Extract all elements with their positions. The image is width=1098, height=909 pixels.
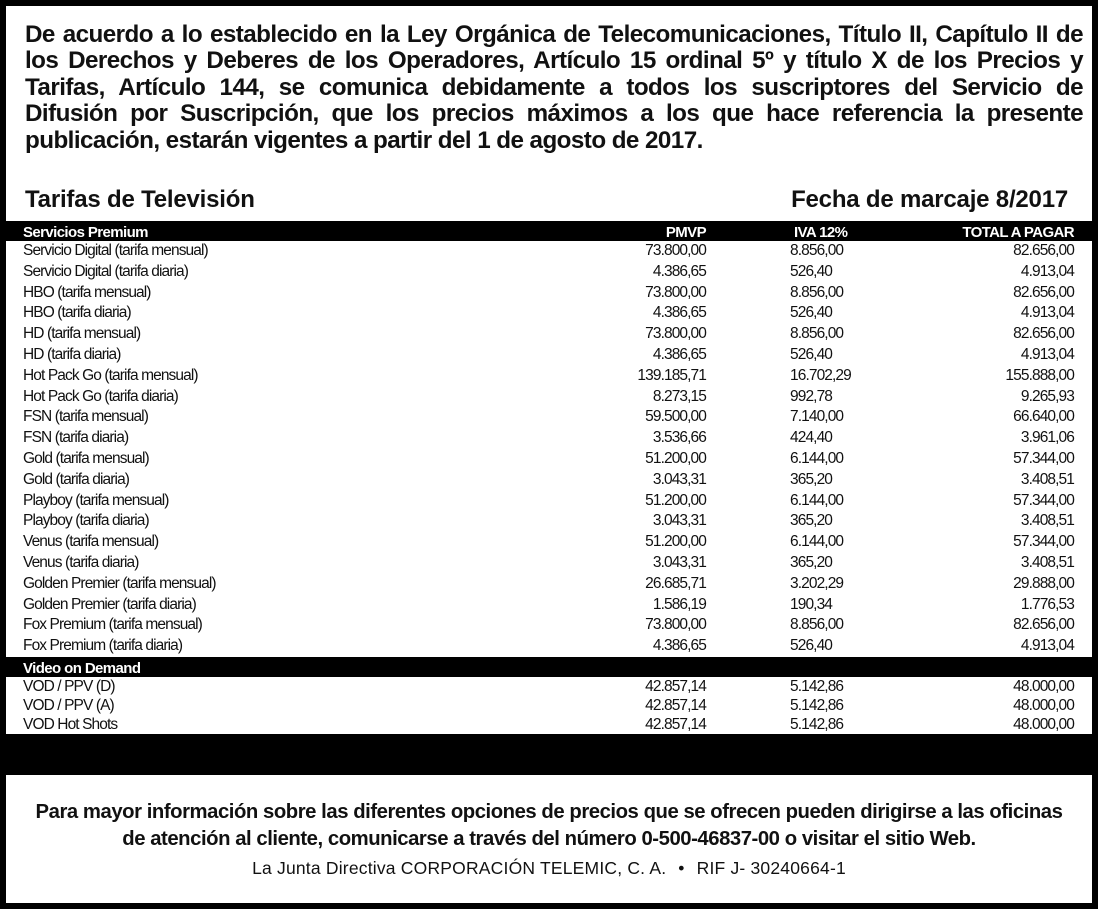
service-name-cell: VOD Hot Shots xyxy=(23,715,118,733)
pmvp-cell: 3.536,66 xyxy=(652,429,706,447)
pmvp-cell: 59.500,00 xyxy=(645,408,706,426)
service-name-cell: VOD / PPV (D) xyxy=(23,677,115,695)
pmvp-cell: 73.800,00 xyxy=(645,325,706,343)
footer-panel xyxy=(6,775,1092,903)
pmvp-cell: 73.800,00 xyxy=(645,616,706,634)
service-name-cell: HD (tarifa diaria) xyxy=(23,345,121,363)
service-name-cell: Hot Pack Go (tarifa diaria) xyxy=(23,387,178,405)
total-cell: 57.344,00 xyxy=(1013,491,1074,509)
total-cell: 48.000,00 xyxy=(1013,677,1074,695)
premium-table-row xyxy=(6,241,1092,262)
header-total: TOTAL A PAGAR xyxy=(962,224,1074,241)
premium-table-row xyxy=(6,636,1092,657)
intro-paragraph: De acuerdo a lo establecido en la Ley Orgánica de Telecomunicaciones, Título II, Capítulo II de los Derechos y Deberes de los Operadores, Artículo 15 ordinal 5º y título X de los Precios y Tarifas, Artículo 144, se comunica debidamente a todos los suscriptores del Servicio de Difusión por Suscripción, que los precios máximos a los que hace referencia la presente publicación, estarán vigentes a partir del 1 de agosto de 2017. xyxy=(25,21,1083,154)
premium-table-row xyxy=(6,491,1092,512)
total-cell: 66.640,00 xyxy=(1013,408,1074,426)
vod-header-label: Video on Demand xyxy=(23,659,141,677)
premium-table-row xyxy=(6,615,1092,636)
premium-table-row xyxy=(6,283,1092,304)
total-cell: 82.656,00 xyxy=(1013,325,1074,343)
premium-table-row xyxy=(6,595,1092,616)
header-iva: IVA 12% xyxy=(794,224,848,241)
service-name-cell: Servicio Digital (tarifa diaria) xyxy=(23,262,189,280)
total-cell: 3.408,51 xyxy=(1020,553,1074,571)
iva-cell: 7.140,00 xyxy=(790,408,844,426)
premium-table-row xyxy=(6,470,1092,491)
service-name-cell: FSN (tarifa diaria) xyxy=(23,429,129,447)
iva-cell: 526,40 xyxy=(790,262,833,280)
pmvp-cell: 42.857,14 xyxy=(645,696,706,714)
total-cell: 4.913,04 xyxy=(1020,345,1074,363)
signature-line xyxy=(6,857,1092,879)
service-name-cell: VOD / PPV (A) xyxy=(23,696,114,714)
service-name-cell: Servicio Digital (tarifa mensual) xyxy=(23,242,208,259)
iva-cell: 3.202,29 xyxy=(790,574,844,592)
iva-cell: 5.142,86 xyxy=(790,696,844,714)
premium-table-row xyxy=(6,449,1092,470)
iva-cell: 424,40 xyxy=(790,429,833,447)
premium-table-row xyxy=(6,511,1092,532)
pmvp-cell: 1.586,19 xyxy=(652,595,706,613)
vod-header-row xyxy=(6,657,1092,677)
rif-number: RIF J- 30240664-1 xyxy=(696,858,846,878)
vod-table-row xyxy=(6,677,1092,696)
premium-table-row xyxy=(6,366,1092,387)
iva-cell: 992,78 xyxy=(790,387,833,405)
vod-table-row xyxy=(6,696,1092,715)
pmvp-cell: 73.800,00 xyxy=(645,283,706,301)
service-name-cell: Fox Premium (tarifa mensual) xyxy=(23,616,202,634)
iva-cell: 8.856,00 xyxy=(790,242,844,259)
iva-cell: 6.144,00 xyxy=(790,491,844,509)
pmvp-cell: 4.386,65 xyxy=(652,262,706,280)
pmvp-cell: 8.273,15 xyxy=(652,387,706,405)
section-title: Tarifas de Televisión xyxy=(25,186,255,213)
premium-table-row xyxy=(6,428,1092,449)
service-name-cell: Gold (tarifa mensual) xyxy=(23,449,149,467)
tariff-table xyxy=(6,221,1092,734)
total-cell: 57.344,00 xyxy=(1013,449,1074,467)
iva-cell: 526,40 xyxy=(790,637,833,655)
pmvp-cell: 51.200,00 xyxy=(645,449,706,467)
header-service: Servicios Premium xyxy=(23,224,148,241)
total-cell: 4.913,04 xyxy=(1020,304,1074,322)
iva-cell: 6.144,00 xyxy=(790,449,844,467)
service-name-cell: HBO (tarifa diaria) xyxy=(23,304,131,322)
iva-cell: 5.142,86 xyxy=(790,715,844,733)
premium-table-row xyxy=(6,532,1092,553)
premium-table-row xyxy=(6,407,1092,428)
pmvp-cell: 51.200,00 xyxy=(645,533,706,551)
vod-table-row xyxy=(6,715,1092,734)
footer-info-text: Para mayor información sobre las diferentes opciones de precios que se ofrecen pueden dirigirse a las oficinas de atención al cliente, comunicarse a través del número 0-500-46837-00 o visitar el sitio Web. xyxy=(35,801,1063,850)
total-cell: 29.888,00 xyxy=(1013,574,1074,592)
total-cell: 57.344,00 xyxy=(1013,533,1074,551)
bullet-separator: • xyxy=(678,858,685,878)
pmvp-cell: 3.043,31 xyxy=(652,512,706,530)
pmvp-cell: 3.043,31 xyxy=(652,470,706,488)
total-cell: 4.913,04 xyxy=(1020,262,1074,280)
iva-cell: 526,40 xyxy=(790,345,833,363)
premium-table-row xyxy=(6,574,1092,595)
total-cell: 3.961,06 xyxy=(1020,429,1074,447)
total-cell: 82.656,00 xyxy=(1013,283,1074,301)
service-name-cell: HD (tarifa mensual) xyxy=(23,325,141,343)
iva-cell: 365,20 xyxy=(790,470,833,488)
service-name-cell: Playboy (tarifa mensual) xyxy=(23,491,169,509)
iva-cell: 526,40 xyxy=(790,304,833,322)
total-cell: 82.656,00 xyxy=(1013,616,1074,634)
pmvp-cell: 42.857,14 xyxy=(645,715,706,733)
iva-cell: 8.856,00 xyxy=(790,325,844,343)
total-cell: 48.000,00 xyxy=(1013,696,1074,714)
pmvp-cell: 51.200,00 xyxy=(645,491,706,509)
total-cell: 9.265,93 xyxy=(1020,387,1074,405)
premium-table-row xyxy=(6,324,1092,345)
service-name-cell: HBO (tarifa mensual) xyxy=(23,283,151,301)
iva-cell: 8.856,00 xyxy=(790,283,844,301)
iva-cell: 365,20 xyxy=(790,512,833,530)
service-name-cell: Golden Premier (tarifa mensual) xyxy=(23,574,216,592)
service-name-cell: Venus (tarifa mensual) xyxy=(23,533,159,551)
table-header-row xyxy=(6,221,1092,241)
header-pmvp: PMVP xyxy=(665,224,706,241)
service-name-cell: Hot Pack Go (tarifa mensual) xyxy=(23,366,198,384)
pmvp-cell: 3.043,31 xyxy=(652,553,706,571)
pmvp-cell: 42.857,14 xyxy=(645,677,706,695)
premium-rows xyxy=(6,241,1092,657)
premium-table-row xyxy=(6,387,1092,408)
board-name: La Junta Directiva CORPORACIÓN TELEMIC, C. A. xyxy=(252,858,667,878)
total-cell: 3.408,51 xyxy=(1020,470,1074,488)
pmvp-cell: 4.386,65 xyxy=(652,637,706,655)
iva-cell: 16.702,29 xyxy=(790,366,851,384)
total-cell: 82.656,00 xyxy=(1013,242,1074,259)
total-cell: 155.888,00 xyxy=(1005,366,1074,384)
iva-cell: 190,34 xyxy=(790,595,833,613)
premium-table-row xyxy=(6,303,1092,324)
iva-cell: 8.856,00 xyxy=(790,616,844,634)
total-cell: 48.000,00 xyxy=(1013,715,1074,733)
service-name-cell: Fox Premium (tarifa diaria) xyxy=(23,637,183,655)
pmvp-cell: 73.800,00 xyxy=(645,242,706,259)
service-name-cell: Venus (tarifa diaria) xyxy=(23,553,139,571)
total-cell: 1.776,53 xyxy=(1020,595,1074,613)
marking-date: Fecha de marcaje 8/2017 xyxy=(791,186,1068,213)
service-name-cell: Gold (tarifa diaria) xyxy=(23,470,130,488)
pmvp-cell: 4.386,65 xyxy=(652,345,706,363)
service-name-cell: FSN (tarifa mensual) xyxy=(23,408,148,426)
total-cell: 3.408,51 xyxy=(1020,512,1074,530)
service-name-cell: Playboy (tarifa diaria) xyxy=(23,512,149,530)
service-name-cell: Golden Premier (tarifa diaria) xyxy=(23,595,196,613)
premium-table-row xyxy=(6,553,1092,574)
total-cell: 4.913,04 xyxy=(1020,637,1074,655)
notice-header-panel xyxy=(6,6,1092,221)
pmvp-cell: 26.685,71 xyxy=(645,574,706,592)
pmvp-cell: 139.185,71 xyxy=(637,366,706,384)
iva-cell: 365,20 xyxy=(790,553,833,571)
iva-cell: 5.142,86 xyxy=(790,677,844,695)
premium-table-row xyxy=(6,262,1092,283)
iva-cell: 6.144,00 xyxy=(790,533,844,551)
vod-rows xyxy=(6,677,1092,734)
premium-table-row xyxy=(6,345,1092,366)
pmvp-cell: 4.386,65 xyxy=(652,304,706,322)
